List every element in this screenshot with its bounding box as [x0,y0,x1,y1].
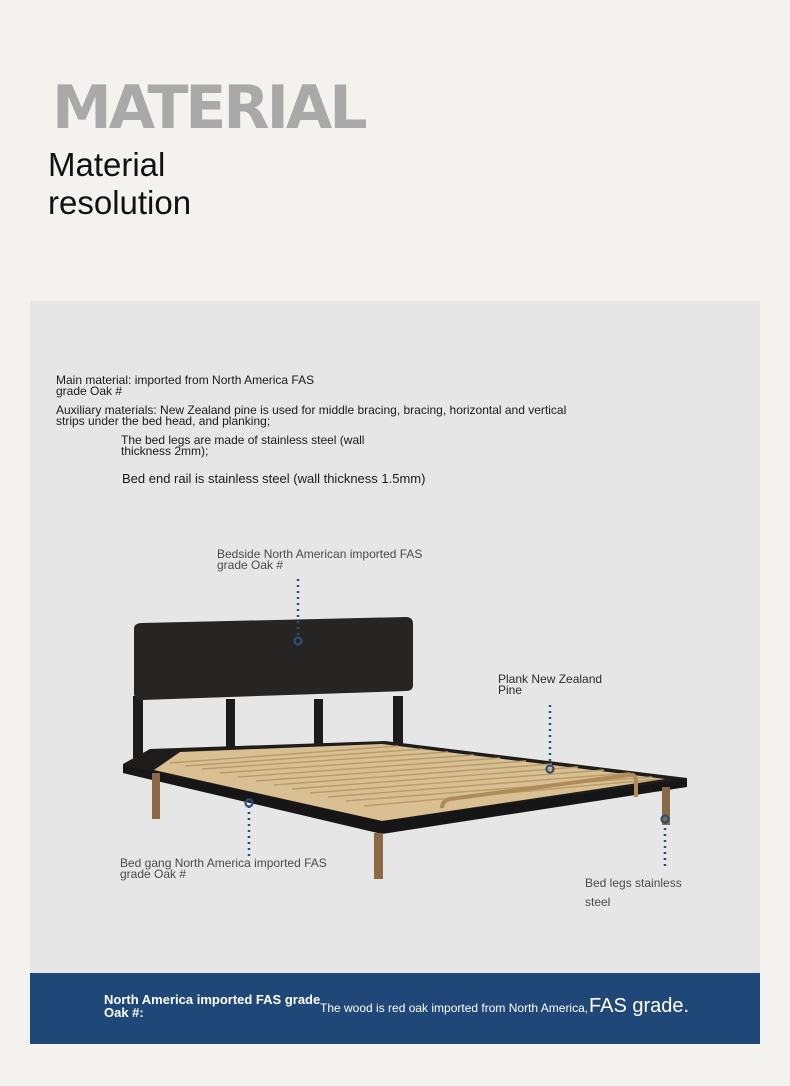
headboard-post-right [393,696,403,744]
bedside-line-2: grade Oak # [217,558,284,572]
gang-line-2: grade Oak # [120,867,187,881]
legs-callout-text [585,874,682,912]
footer-banner [30,973,760,1044]
footer-wood-note: The wood is red oak imported from North America, [320,1001,589,1015]
subtitle-line-1: Material [48,146,166,183]
headboard-post-mid-left [226,699,235,751]
gang-callout-text [120,858,327,880]
gang-callout-dot [246,800,253,807]
headboard-panel [134,617,413,700]
footer-left-line-2: Oak #: [104,1005,144,1020]
footer-grade: FAS grade. [589,995,690,1017]
headboard-post-left [133,696,143,758]
gang-line-1: Bed gang North America imported FAS [120,856,327,870]
bedside-callout-text [217,549,422,571]
plank-line-2: Pine [498,683,523,697]
page-title: MATERIAL [52,73,365,143]
legs-line-2: steel [585,895,611,909]
headboard-post-mid-right [314,699,323,749]
bed-end-rail-text: Bed end rail is stainless steel (wall thickness 1.5mm) [122,471,426,486]
main-material-line-1: Main material: imported from North America FAS [56,373,315,387]
subtitle-line-2: resolution [48,184,192,221]
footer-left-line-1: North America imported FAS grade [104,992,321,1007]
auxiliary-line-2: strips under the bed head, and planking; [56,414,271,428]
plank-line-1: Plank New Zealand [498,672,603,686]
page-subtitle [48,146,191,222]
plank-callout-text [498,674,602,696]
material-panel [30,301,760,1044]
legs-line-1: Bed legs stainless [585,876,682,890]
leg-back-left [152,773,160,819]
footer-left-text [104,993,322,1019]
auxiliary-line-1: Auxiliary materials: New Zealand pine is used for middle bracing, bracing, horizontal and vertical [56,403,567,417]
bed-legs-line-2: thickness 2mm); [121,444,209,458]
leg-front [374,833,383,879]
main-material-line-2: grade Oak # [56,384,123,398]
bedside-line-1: Bedside North American imported FAS [217,547,423,561]
bed-legs-line-1: The bed legs are made of stainless steel (wall [121,433,365,447]
